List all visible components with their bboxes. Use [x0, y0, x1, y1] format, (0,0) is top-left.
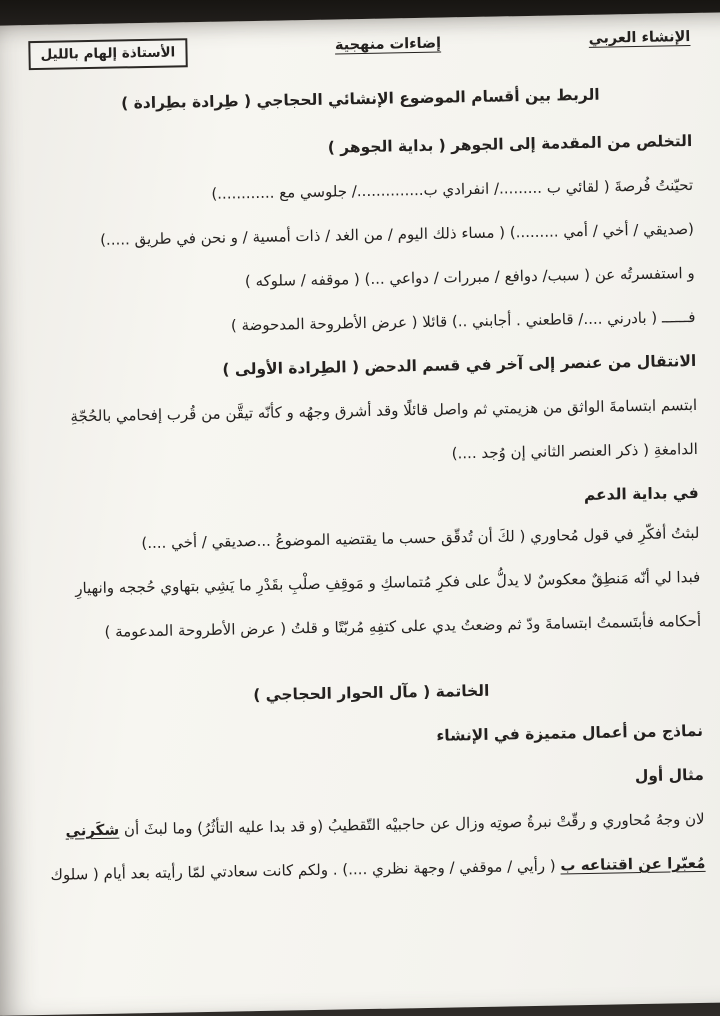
emphasized-lead: مُعبّرا عن اقتناعه ب	[560, 853, 706, 875]
section-heading: الانتقال من عنصر إلى آخر في قسم الدحض ( الطِرادة الأولى )	[222, 351, 697, 379]
document-body	[29, 84, 705, 884]
paragraph-text: لان وجهُ مُحاوري و رقّتْ نبرةُ صوتِه وزال عن حاجبيْه التّقطيبُ (و قد بدا عليه التأثُرُ) وما لبثَ أن	[123, 809, 705, 839]
paragraph-text: ( رأيي / موقفي / وجهة نظري ....) . ولكم كانت سعادتي لمّا رأيته بعد أيام ( سلوك	[50, 856, 556, 884]
teacher-name-box: الأستاذة إلهام بالليل	[28, 38, 187, 70]
paragraph-line: و استفسرتُه عن ( سبب/ دوافع / مبررات / دواعي ...) ( موقفه / سلوكه )	[244, 263, 695, 291]
paragraph-line: أحكامه فأبتَسمتُ ابتسامةَ ودّ ثم وضعتُ يدي على كتفِهِ مُربّتًا و قلتُ ( عرض الأطروحة المدعومة )	[104, 611, 702, 641]
conclusion-heading: الخاتمة ( مآل الحوار الحجاجي )	[253, 681, 490, 705]
section-heading: في بداية الدعم	[583, 483, 699, 505]
paragraph-line: فــــــ ( بادرني ..../ قاطعني . أجابني ..) قائلا ( عرض الأطروحة المدحوضة )	[230, 307, 696, 335]
paragraph-line: لبثتُ أفكّرِ في قول مُحاوري ( لكَ أن تُدقّق حسب ما يقتضيه الموضوعُ ...صديقي / أخي ....)	[141, 523, 700, 553]
emphasized-word: شكَرني	[65, 820, 120, 840]
section-heading: نماذج من أعمال متميزة في الإنشاء	[436, 721, 704, 745]
paragraph-line: فبدا لي أنّه مَنطِقٌ معكوسٌ لا يدلُّ على فكرِ مُتماسكِ و مَوقِفِ صلْبِ بقَدْرِ ما يَشِي بتهاوي حُججه وانهيارِ	[75, 567, 701, 598]
paragraph-line: تحيّنتُ فُرصةَ ( لقائي ب ........./ انفرادي ب............../ جلوسي مع ............)	[211, 175, 694, 203]
paragraph-line	[43, 854, 705, 884]
paragraph-line: (صديقي / أخي / أمي .........) ( مساء ذلك اليوم / من الغد / ذات أمسية / و نحن في طريق .....)	[99, 219, 695, 249]
paragraph-line: الدامغةِ ( ذكر العنصر الثاني إن وُجد ....)	[451, 439, 699, 463]
page-header	[28, 29, 690, 70]
paragraph-line	[43, 810, 705, 840]
main-title: الربط بين أقسام الموضوع الإنشائي الحجاجي ( طِرادة بطِرادة )	[121, 85, 600, 113]
section-heading: التخلص من المقدمة إلى الجوهر ( بداية الجوهر )	[327, 131, 693, 157]
example-heading: مثال أول	[634, 765, 705, 786]
header-subject-title: الإنشاء العربي	[588, 28, 691, 47]
paragraph-line: ابتسم ابتسامةَ الواثق من هزيمتي ثم واصل قائلًا وقد أشرق وجهُه و كأنّه تيقَّن من قُرب إفحامي بالحُجّةِ	[70, 395, 698, 426]
scanned-document-page	[0, 12, 720, 1016]
header-center-title: إضاءات منهجية	[334, 35, 442, 54]
